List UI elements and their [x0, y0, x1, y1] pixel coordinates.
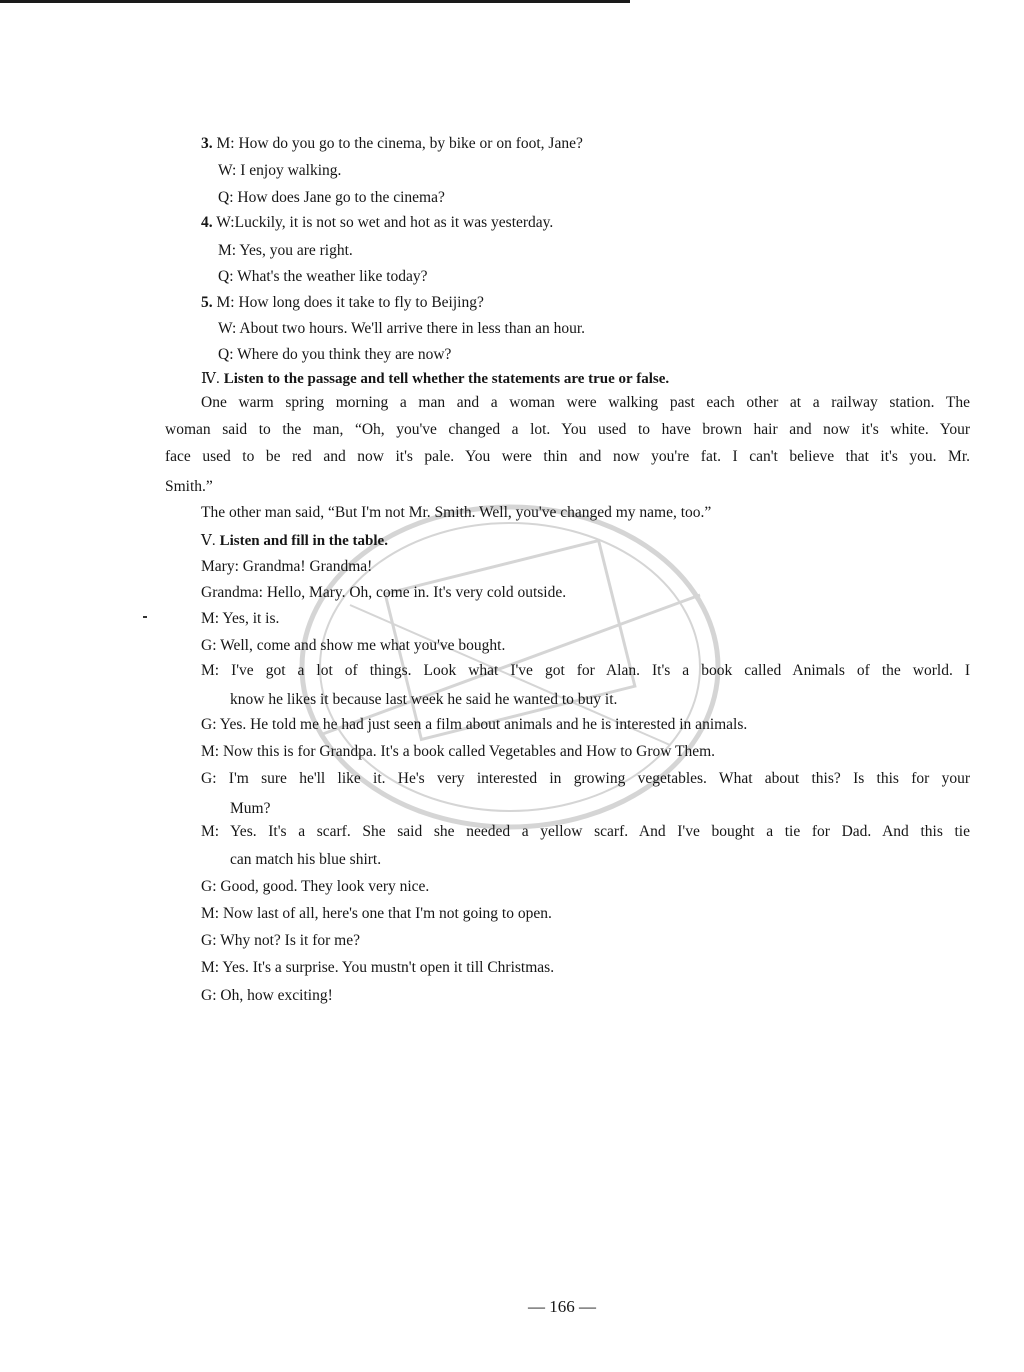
section-4-heading-text: Listen to the passage and tell whether the statements are true or false. — [223, 371, 670, 387]
q4-m-line: M: Yes, you are right. — [218, 242, 353, 259]
q4-w-text: W:Luckily, it is not so wet and hot as it was yesterday. — [216, 214, 554, 231]
dialog-line-continued: can match his blue shirt. — [230, 851, 382, 868]
dialog-line: M: Now last of all, here's one that I'm not going to open. — [201, 905, 552, 922]
q3-number: 3. — [201, 135, 213, 152]
section-5-heading — [201, 531, 388, 551]
dialog-line: G: Yes. He told me he had just seen a film about animals and he is interested in animals. — [201, 716, 748, 733]
q5-m-line — [201, 293, 484, 313]
q5-w-line: W: About two hours. We'll arrive there in less than an hour. — [218, 320, 586, 337]
scan-speck — [143, 616, 147, 618]
q5-m-text: M: How long does it take to fly to Beijing? — [216, 294, 484, 311]
dialog-line-continued: Mum? — [230, 800, 271, 817]
dialog-line: Mary: Grandma! Grandma! — [201, 558, 373, 575]
passage-line-3: face used to be red and now it's pale. You were thin and now you're fat. I can't believe that it's you. Mr. — [165, 448, 970, 465]
top-rule — [0, 0, 630, 3]
dialog-line: G: Good, good. They look very nice. — [201, 878, 430, 895]
dialog-line: M: Yes. It's a scarf. She said she needed a yellow scarf. And I've bought a tie for Dad. And this tie — [201, 823, 970, 840]
section-5-numeral: Ⅴ. — [201, 533, 216, 549]
q4-q-line: Q: What's the weather like today? — [218, 268, 428, 285]
dialog-line: M: Now this is for Grandpa. It's a book called Vegetables and How to Grow Them. — [201, 743, 716, 760]
q3-m-line — [201, 134, 583, 154]
q3-q-line: Q: How does Jane go to the cinema? — [218, 189, 445, 206]
dialog-line: G: I'm sure he'll like it. He's very interested in growing vegetables. What about this? Is this for your — [201, 770, 970, 787]
section-4-heading — [201, 369, 669, 389]
dialog-line: M: Yes, it is. — [201, 610, 280, 627]
dialog-line-continued: know he likes it because last week he said he wanted to buy it. — [230, 691, 618, 708]
dialog-line: Grandma: Hello, Mary. Oh, come in. It's very cold outside. — [201, 584, 567, 601]
dialog-line: M: I've got a lot of things. Look what I've got for Alan. It's a book called Animals of the world. I — [201, 662, 970, 679]
section-5-heading-text: Listen and fill in the table. — [219, 533, 388, 549]
q3-m-text: M: How do you go to the cinema, by bike or on foot, Jane? — [216, 135, 583, 152]
dialog-line: G: Why not? Is it for me? — [201, 932, 360, 949]
q4-number: 4. — [201, 214, 213, 231]
q3-w-line: W: I enjoy walking. — [218, 162, 342, 179]
dialog-line: M: Yes. It's a surprise. You mustn't open it till Christmas. — [201, 959, 555, 976]
q4-w-line — [201, 213, 553, 233]
passage-para-2: The other man said, “But I'm not Mr. Smith. Well, you've changed my name, too.” — [201, 504, 712, 521]
q5-number: 5. — [201, 294, 213, 311]
q5-q-line: Q: Where do you think they are now? — [218, 346, 452, 363]
passage-line-2: woman said to the man, “Oh, you've changed a lot. You used to have brown hair and now it's white. Your — [165, 421, 970, 438]
dialog-line: G: Oh, how exciting! — [201, 987, 333, 1004]
passage-line-4: Smith.” — [165, 478, 213, 495]
section-4-numeral: Ⅳ. — [201, 371, 220, 387]
passage-line-1: One warm spring morning a man and a woman were walking past each other at a railway station. The — [201, 394, 970, 411]
dialog-line: G: Well, come and show me what you've bought. — [201, 637, 506, 654]
page-number: — 166 — — [528, 1297, 596, 1316]
